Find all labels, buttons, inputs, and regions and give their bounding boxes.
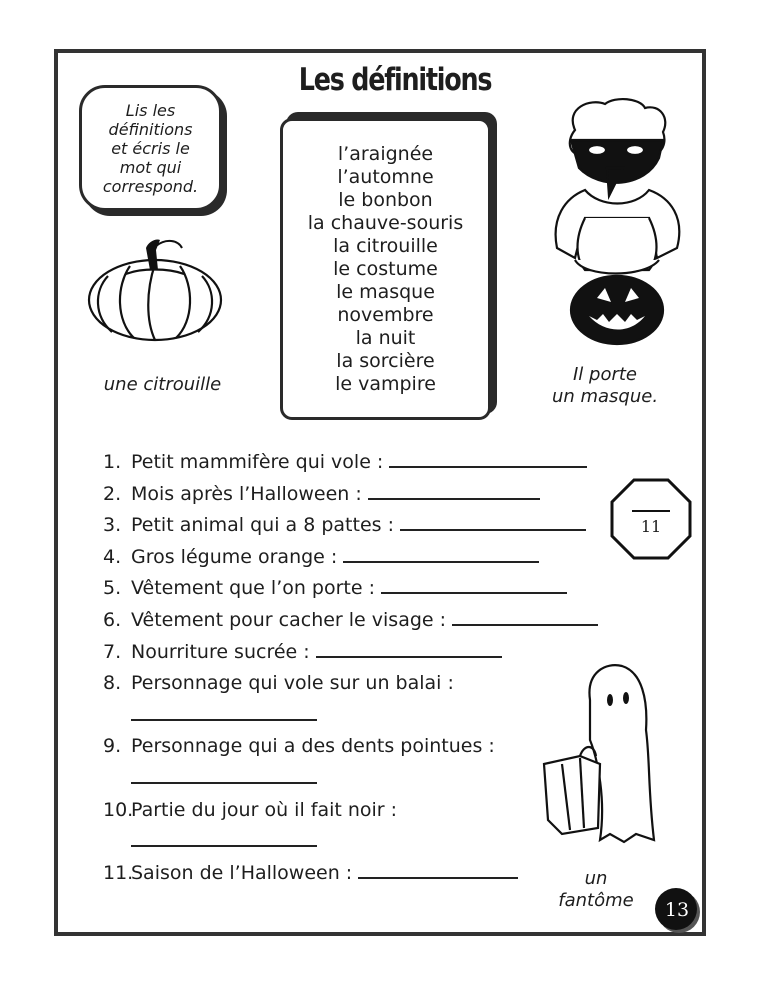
- instructions-line: et écris le: [111, 138, 190, 158]
- instructions-line: définitions: [108, 119, 193, 139]
- answer-blank[interactable]: [368, 480, 540, 500]
- question-item: [103, 542, 663, 574]
- question-continuation: [103, 700, 663, 732]
- question-number: 8.: [103, 672, 122, 695]
- question-item: [103, 858, 663, 890]
- question-text: Mois après l’Halloween :: [131, 482, 362, 505]
- pumpkin-icon: [86, 236, 224, 344]
- word-bank-item: l’araignée: [337, 143, 434, 165]
- word-bank-item: la citrouille: [333, 235, 438, 257]
- instructions-box: [79, 85, 222, 211]
- question-number: 10.: [103, 798, 134, 821]
- question-text: Partie du jour où il fait noir :: [131, 798, 398, 821]
- word-bank-item: le costume: [333, 258, 438, 280]
- answer-blank[interactable]: [381, 574, 567, 594]
- word-bank-item: le bonbon: [338, 189, 433, 211]
- question-number: 1.: [103, 451, 122, 473]
- answer-blank[interactable]: [343, 543, 539, 563]
- question-continuation: [103, 763, 663, 795]
- instructions-line: correspond.: [102, 176, 199, 196]
- word-bank-item: l’automne: [337, 166, 434, 188]
- answer-blank[interactable]: [316, 638, 502, 658]
- page-number: 13: [664, 899, 690, 921]
- question-text: Personnage qui vole sur un balai :: [131, 672, 454, 695]
- answer-blank[interactable]: [389, 448, 587, 468]
- answer-blank[interactable]: [131, 701, 317, 721]
- ghost-caption-line: fantôme: [558, 890, 634, 911]
- question-text: Petit animal qui a 8 pattes :: [131, 514, 394, 537]
- question-item: [103, 479, 663, 511]
- question-text: Petit mammifère qui vole :: [131, 451, 384, 473]
- word-bank: [280, 118, 491, 420]
- mask-caption: [540, 364, 670, 408]
- answer-blank[interactable]: [358, 859, 518, 879]
- question-item: [103, 668, 663, 700]
- masked-child-icon: [545, 98, 691, 346]
- question-item: [103, 731, 663, 763]
- instructions-line: Lis les: [125, 100, 176, 120]
- question-number: 3.: [103, 514, 122, 537]
- question-text: Vêtement que l’on porte :: [131, 577, 376, 600]
- question-number: 4.: [103, 545, 122, 568]
- question-number: 7.: [103, 640, 122, 663]
- question-item: [103, 637, 663, 669]
- question-item: [103, 795, 663, 827]
- word-bank-item: la sorcière: [336, 350, 435, 372]
- question-text: Nourriture sucrée :: [131, 640, 310, 663]
- instructions-line: mot qui: [119, 157, 182, 177]
- instructions-text: [91, 101, 211, 196]
- answer-blank[interactable]: [452, 606, 598, 626]
- question-item: [103, 605, 663, 637]
- question-item: [103, 447, 663, 479]
- question-continuation: [103, 826, 663, 858]
- score-total: 11: [640, 517, 662, 536]
- word-bank-item: novembre: [337, 304, 434, 326]
- word-bank-item: le vampire: [335, 373, 436, 395]
- question-text: Saison de l’Halloween :: [131, 861, 353, 884]
- word-bank-item: le masque: [336, 281, 435, 303]
- question-item: [103, 573, 663, 605]
- answer-blank[interactable]: [400, 511, 586, 531]
- ghost-caption-line: un: [584, 868, 608, 889]
- answer-blank[interactable]: [131, 827, 317, 847]
- page-title: Les définitions: [298, 62, 492, 98]
- answer-blank[interactable]: [131, 764, 317, 784]
- question-number: 9.: [103, 735, 122, 758]
- question-number: 5.: [103, 577, 122, 600]
- question-text: Gros légume orange :: [131, 545, 338, 568]
- question-number: 2.: [103, 482, 122, 505]
- mask-caption-line: Il porte: [572, 364, 637, 385]
- word-bank-item: la nuit: [355, 327, 416, 349]
- question-text: Personnage qui a des dents pointues :: [131, 735, 495, 758]
- question-item: [103, 510, 663, 542]
- question-list: [103, 447, 663, 889]
- question-text: Vêtement pour cacher le visage :: [131, 608, 447, 631]
- word-bank-item: la chauve-souris: [307, 212, 464, 234]
- question-number: 6.: [103, 608, 122, 631]
- question-number: 11.: [103, 861, 134, 884]
- mask-caption-line: un masque.: [551, 386, 659, 407]
- pumpkin-caption: une citrouille: [103, 374, 222, 395]
